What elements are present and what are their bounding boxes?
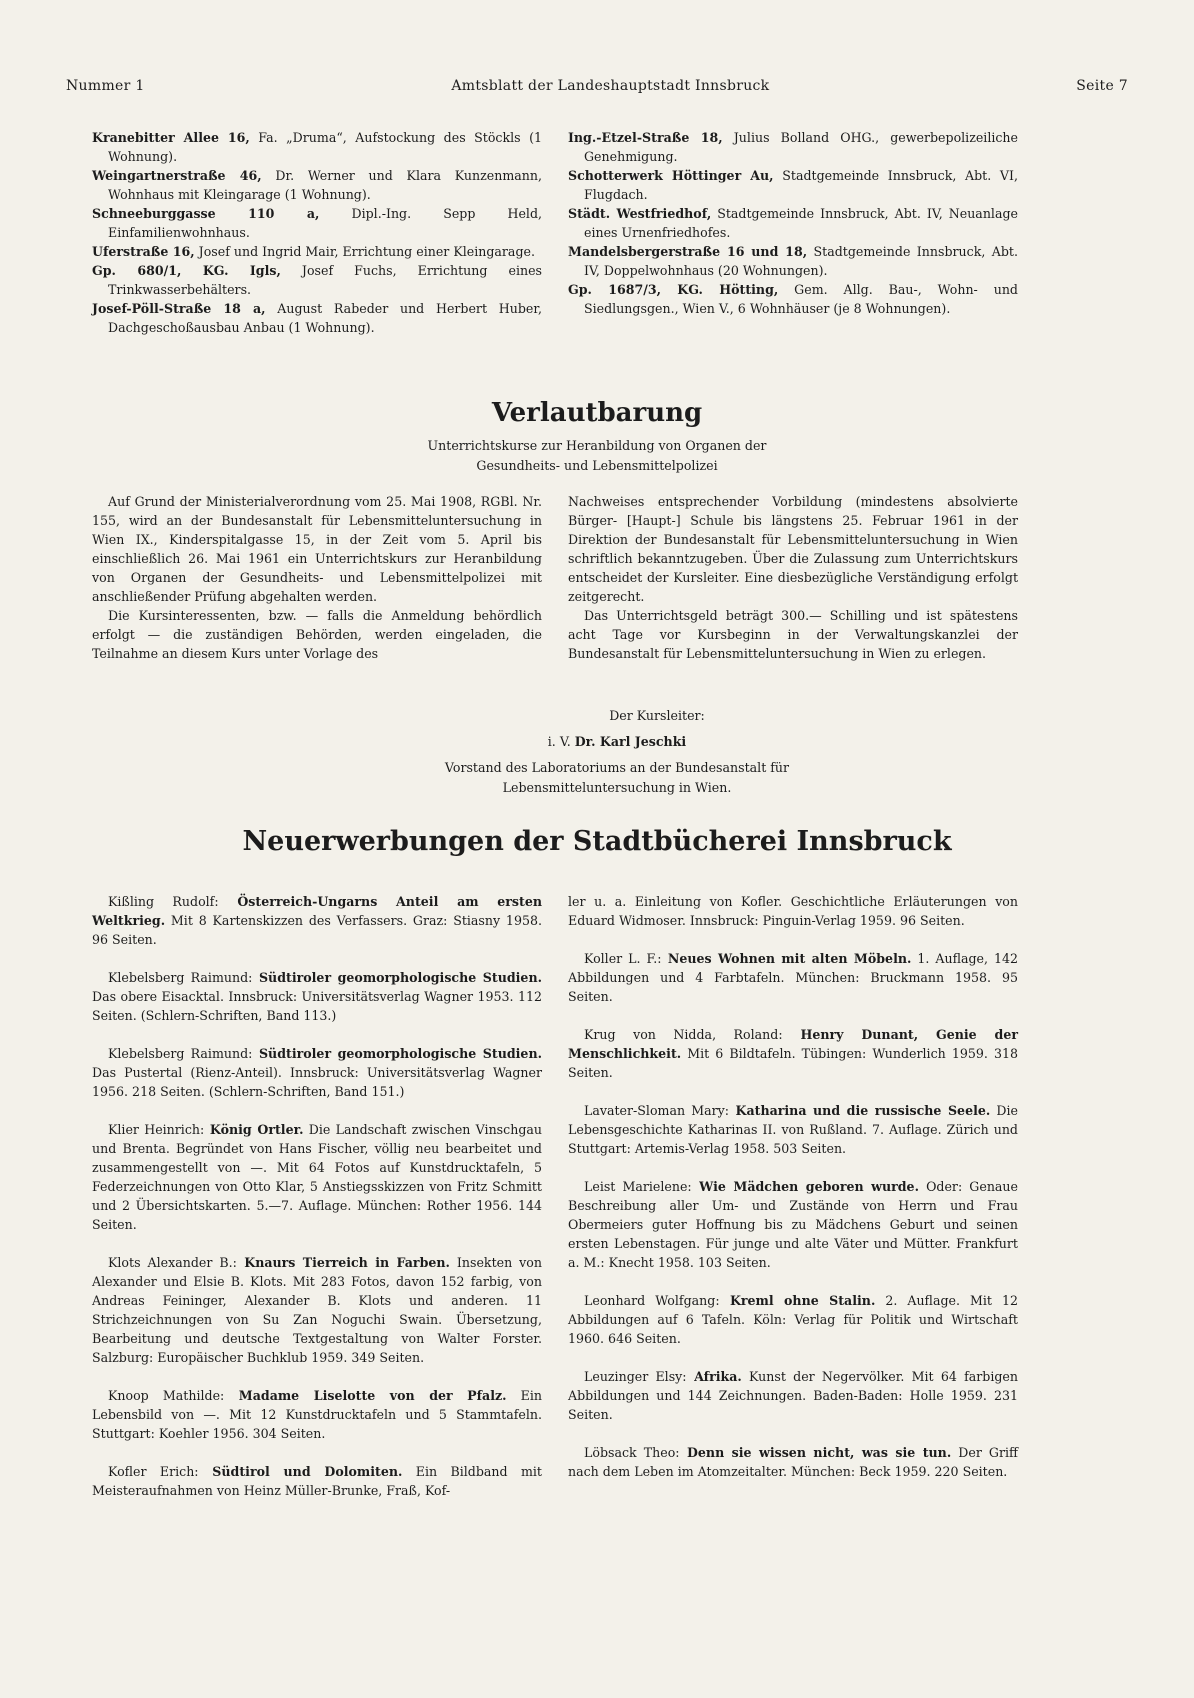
book-entry: Kißling Rudolf: Österreich-Ungarns Anteil am ersten Weltkrieg. Mit 8 Kartenskizzen des Verfassers. Graz: Stiasny 1958. 96 Seiten. [92,894,542,947]
page-number: Seite 7 [1076,78,1128,94]
permit-entry: Ing.-Etzel-Straße 18, Julius Bolland OHG., gewerbepolizeiliche Genehmigung. [568,130,1018,164]
book-entry: Lavater-Sloman Mary: Katharina und die russische Seele. Die Lebensgeschichte Katharinas II. von Rußland. 7. Auflage. Zürich und Stuttgart: Artemis-Verlag 1958. 503 Seiten. [568,1103,1018,1156]
book-entry: Löbsack Theo: Denn sie wissen nicht, was sie tun. Der Griff nach dem Leben im Atomzeitalter. München: Beck 1959. 220 Seiten. [568,1445,1018,1479]
book-entry: Krug von Nidda, Roland: Henry Dunant, Genie der Menschlichkeit. Mit 6 Bildtafeln. Tübingen: Wunderlich 1959. 318 Seiten. [568,1027,1018,1080]
verlautbarung-subtitle: Unterrichtskurse zur Heranbildung von Organen der [427,438,767,453]
paragraph: Die Kursinteressenten, bzw. — falls die Anmeldung behördlich erfolgt — die zuständigen Behörden, werden eingeladen, die Teilnahme an diesem Kurs unter Vorlage des [92,608,542,661]
verlautbarung-subtitle: Gesundheits- und Lebensmittelpolizei [476,458,718,473]
book-entry-continued: ler u. a. Einleitung von Kofler. Geschichtliche Erläuterungen von Eduard Widmoser. Innsbruck: Pinguin-Verlag 1959. 96 Seiten. [568,894,1018,928]
signature-role: Lebensmitteluntersuchung in Wien. [502,780,732,795]
book-entry: Klots Alexander B.: Knaurs Tierreich in Farben. Insekten von Alexander und Elsie B. Klots. Mit 283 Fotos, davon 152 farbig, von Andreas Feininger, Alexander B. Klots und anderen. 11 Strichzeichnungen von Su Zan Noguchi Swain. Übersetzung, Bearbeitung und deutsche Textgestaltung von Walter Forster. Salzburg: Europäischer Buchklub 1959. 349 Seiten. [92,1255,542,1365]
permit-entry: Kranebitter Allee 16, Fa. „Druma“, Aufstockung des Stöckls (1 Wohnung). [92,130,542,164]
neuerwerbungen-title: Neuerwerbungen der Stadtbücherei Innsbruck [242,826,952,857]
paragraph: Das Unterrichtsgeld beträgt 300.— Schilling und ist spätestens acht Tage vor Kursbeginn in der Verwaltungskanzlei der Bundesanstalt für Lebensmitteluntersuchung in Wien zu erlegen. [568,608,1018,661]
permit-entry: Schneeburggasse 110 a, Dipl.-Ing. Sepp Held, Einfamilienwohnhaus. [92,206,543,240]
issue-number: Nummer 1 [66,78,145,94]
permit-entry: Weingartnerstraße 46, Dr. Werner und Klara Kunzenmann, Wohnhaus mit Kleingarage (1 Wohnung). [92,168,542,202]
building-permits-right [568,128,1018,318]
book-entry: Leuzinger Elsy: Afrika. Kunst der Negervölker. Mit 64 farbigen Abbildungen und 144 Zeichnungen. Baden-Baden: Holle 1959. 231 Seiten. [568,1369,1018,1422]
verlautbarung-left-column [92,492,542,663]
paragraph: Nachweises entsprechender Vorbildung (mindestens absolvierte Bürger- [Haupt-] Schule bis längstens 25. Februar 1961 in der Direktion der Bundesanstalt für Lebensmitteluntersuchung in Wien schriftlich bekanntzugeben. Über die Zulassung zum Unterrichtskurs entscheidet der Kursleiter. Eine diesbezügliche Verständigung erfolgt zeitgerecht. [568,494,1018,604]
signature-name: i. V. Dr. Karl Jeschki [547,734,687,749]
verlautbarung-title: Verlautbarung [491,398,703,428]
book-entry: Klebelsberg Raimund: Südtiroler geomorphologische Studien. Das obere Eisacktal. Innsbruck: Universitätsverlag Wagner 1953. 112 Seiten. (Schlern-Schriften, Band 113.) [92,970,542,1023]
paragraph: Auf Grund der Ministerialverordnung vom 25. Mai 1908, RGBl. Nr. 155, wird an der Bundesanstalt für Lebensmitteluntersuchung in Wien IX., Kinderspitalgasse 15, in der Zeit vom 5. April bis einschließlich 26. Mai 1961 ein Unterrichtskurs zur Heranbildung von Organen der Gesundheits- und Lebensmittelpolizei mit anschließender Prüfung abgehalten werden. [92,494,542,604]
book-entry: Klebelsberg Raimund: Südtiroler geomorphologische Studien. Das Pustertal (Rienz-Anteil). Innsbruck: Universitätsverlag Wagner 1956. 218 Seiten. (Schlern-Schriften, Band 151.) [92,1046,542,1099]
signature-label: Der Kursleiter: [609,708,705,723]
publication-title: Amtsblatt der Landeshauptstadt Innsbruck [451,78,770,94]
permit-entry: Gp. 680/1, KG. Igls, Josef Fuchs, Errichtung eines Trinkwasserbehälters. [92,263,542,297]
book-entry: Koller L. F.: Neues Wohnen mit alten Möbeln. 1. Auflage, 142 Abbildungen und 4 Farbtafeln. München: Bruckmann 1958. 95 Seiten. [568,951,1019,1004]
signature-role: Vorstand des Laboratoriums an der Bundesanstalt für [444,760,790,775]
book-entry: Leist Marielene: Wie Mädchen geboren wurde. Oder: Genaue Beschreibung aller Um- und Zustände von Herrn und Frau Obermeiers guter Hoffnung bis zu Mädchens Geburt und seinen ersten Lebenstagen. Für junge und alte Väter und Mütter. Frankfurt a. M.: Knecht 1958. 103 Seiten. [568,1179,1018,1270]
book-entry: Leonhard Wolfgang: Kreml ohne Stalin. 2. Auflage. Mit 12 Abbildungen auf 6 Tafeln. Köln: Verlag für Politik und Wirtschaft 1960. 646 Seiten. [568,1293,1018,1346]
page-header [66,78,1128,94]
permit-entry: Städt. Westfriedhof, Stadtgemeinde Innsbruck, Abt. IV, Neuanlage eines Urnenfriedhofes. [568,206,1018,240]
permit-entry: Uferstraße 16, Josef und Ingrid Mair, Errichtung einer Kleingarage. [92,244,535,259]
building-permits-left [92,128,542,337]
permit-entry: Josef-Pöll-Straße 18 a, August Rabeder und Herbert Huber, Dachgeschoßausbau Anbau (1 Wohnung). [92,301,542,335]
permit-entry: Gp. 1687/3, KG. Hötting, Gem. Allg. Bau-, Wohn- und Siedlungsgen., Wien V., 6 Wohnhäuser (je 8 Wohnungen). [568,282,1018,316]
verlautbarung-right-column [568,492,1018,663]
permit-entry: Mandelsbergerstraße 16 und 18, Stadtgemeinde Innsbruck, Abt. IV, Doppelwohnhaus (20 Wohnungen). [568,244,1018,278]
book-entry: Kofler Erich: Südtirol und Dolomiten. Ein Bildband mit Meisteraufnahmen von Heinz Müller-Brunke, Fraß, Kof- [92,1464,542,1498]
book-entry: Klier Heinrich: König Ortler. Die Landschaft zwischen Vinschgau und Brenta. Begründet von Hans Fischer, völlig neu bearbeitet und zusammengestellt von —. Mit 64 Fotos auf Kunstdrucktafeln, 5 Federzeichnungen von Otto Klar, 5 Anstiegsskizzen von Fritz Schmitt und 2 Übersichtskarten. 5.—7. Auflage. München: Rother 1956. 144 Seiten. [92,1122,542,1232]
permit-entry: Schotterwerk Höttinger Au, Stadtgemeinde Innsbruck, Abt. VI, Flugdach. [568,168,1018,202]
book-entry: Knoop Mathilde: Madame Liselotte von der Pfalz. Ein Lebensbild von —. Mit 12 Kunstdrucktafeln und 5 Stammtafeln. Stuttgart: Koehler 1956. 304 Seiten. [92,1388,542,1441]
books-right-column [568,892,1018,1481]
books-left-column [92,892,542,1500]
